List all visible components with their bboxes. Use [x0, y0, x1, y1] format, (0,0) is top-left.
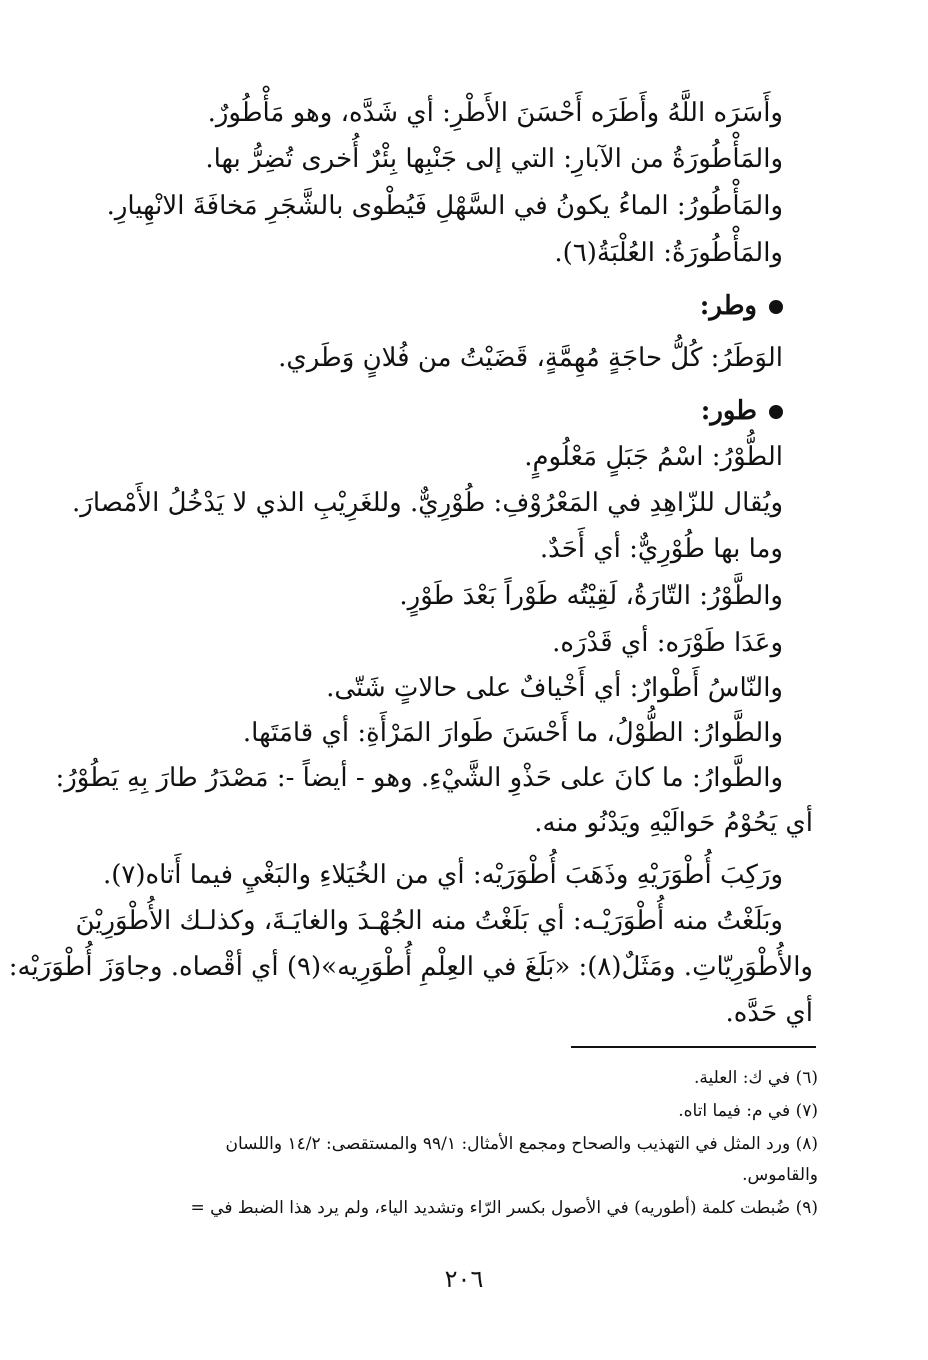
heading-label: وطر: [699, 291, 757, 321]
text-line: أي يَحُوْمُ حَوالَيْهِ ويَدْنُو منه. [534, 808, 813, 838]
text-line: الوَطَرُ: كُلُّ حاجَةٍ مُهِمَّةٍ، قَضَيْتُ من فُلانٍ وَطَري. [278, 343, 783, 373]
text-line: والمَأْطُورُ: الماءُ يكونُ في السَّهْلِ فَيُطْوى بالشَّجَرِ مَخافَةَ الانْهِيارِ. [106, 191, 783, 221]
footnote: (٦) في ك: العلية. [693, 1068, 818, 1088]
footnote: والقاموس. [742, 1165, 818, 1185]
footnote: (٨) ورد المثل في التهذيب والصحاح ومجمع الأمثال: ٩٩/١ والمستقصى: ١٤/٢ واللسان [225, 1134, 818, 1154]
bullet-icon [769, 300, 783, 314]
text-line: والطَّوارُ: ما كانَ على حَذْوِ الشَّيْءِ. وهو - أيضاً -: مَصْدَرُ طارَ بِهِ يَطُوْرُ: [55, 763, 783, 793]
text-line: وما بها طُوْرِيٌّ: أي أَحَدٌ. [539, 534, 783, 564]
text-line: والطَّوارُ: الطُّوْلُ، ما أَحْسَنَ طَوارَ المَرْأَةِ: أي قامَتَها. [242, 718, 783, 748]
text-line: وعَدَا طَوْرَه: أي قَدْرَه. [552, 628, 783, 658]
text-line: والطَّوْرُ: التّارَةُ، لَقِيْتُه طَوْراً بَعْدَ طَوْرٍ. [399, 581, 783, 611]
bullet-icon [769, 405, 783, 419]
text-line: والأُطْوَرِيّاتِ. ومَثَلٌ(٨): «بَلَغَ في العِلْمِ أُطْوَرِيه»(٩) أي أقْصاه. وجاوَزَ أُطْوَرَيْه: [8, 952, 813, 982]
footnote-divider [571, 1046, 816, 1048]
text-line: وبَلَغْتُ منه أُطْوَرَيْـه: أي بَلَغْتُ منه الجُهْـدَ والغايَـةَ، وكذلـك الأُطْوَرِيْنَ [75, 906, 783, 936]
heading-label: طور: [700, 396, 757, 426]
text-line: والنّاسُ أَطْوارٌ: أي أَخْيافٌ على حالاتٍ شَتّى. [326, 673, 783, 703]
text-line: وأَسَرَه اللَّهُ وأَطَرَه أَحْسَنَ الأَطْرِ: أي شَدَّه، وهو مَأْطُورٌ. [207, 98, 783, 128]
entry-heading [701, 398, 783, 424]
page-number: ٢٠٦ [444, 1265, 484, 1293]
text-line: والمَأْطُورَةُ: العُلْبَةُ(٦). [554, 238, 783, 268]
text-line: ورَكِبَ أُطْوَرَيْهِ وذَهَبَ أُطْوَرَيْه: أي من الخُيَلاءِ والبَغْيِ فيما أَتاه(٧). [102, 860, 783, 890]
footnote: (٧) في م: فيما اتاه. [678, 1101, 818, 1121]
entry-heading [700, 293, 783, 319]
footnote: (٩) ضُبطت كلمة (أطوريه) في الأصول بكسر الرّاء وتشديد الياء، ولم يرد هذا الضبط في = [190, 1198, 818, 1218]
text-line: أي حَدَّه. [725, 998, 813, 1028]
text-line: الطُّوْرُ: اسْمُ جَبَلٍ مَعْلُومٍ. [524, 442, 783, 472]
text-line: والمَأْطُورَةُ من الآبارِ: التي إلى جَنْبِها بِئْرٌ أُخرى تُضِرُّ بها. [205, 144, 783, 174]
text-line: ويُقال للزّاهِدِ في المَعْرُوْفِ: طُوْرِيٌّ. وللغَرِيْبِ الذي لا يَدْخُلُ الأَمْصارَ. [72, 488, 783, 518]
